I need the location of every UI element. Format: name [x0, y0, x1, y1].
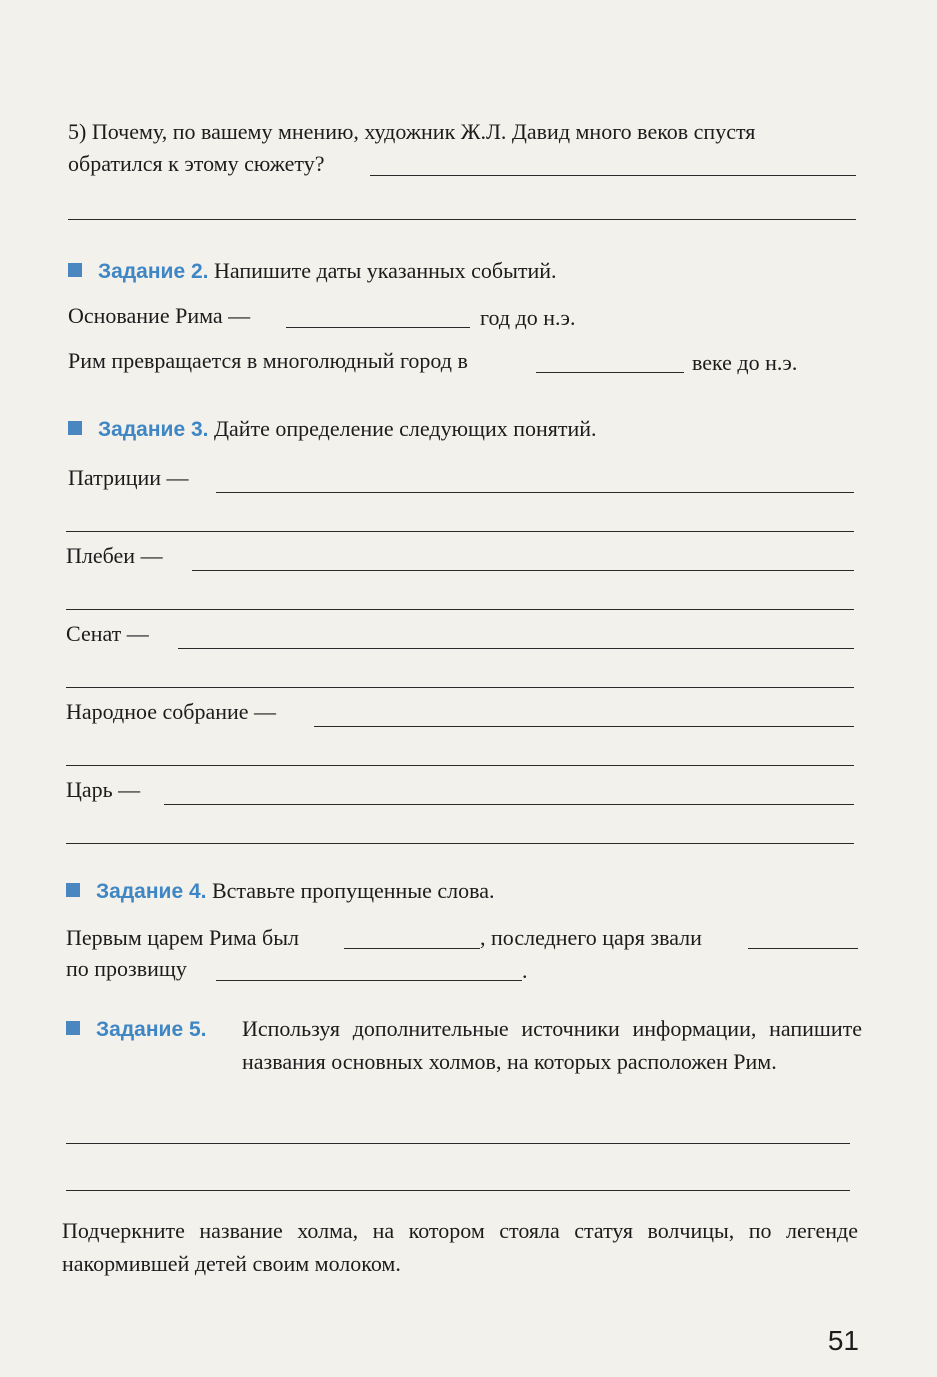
task3-heading — [68, 413, 597, 446]
q5-answer-line-1[interactable] — [370, 175, 856, 176]
task4-answer-nickname[interactable] — [216, 980, 522, 981]
task2-row2-end: веке до н.э. — [692, 350, 798, 375]
term-plebeians-line-1[interactable] — [192, 570, 854, 571]
task-square-icon — [66, 1021, 80, 1035]
term-senate-line-2[interactable] — [66, 687, 854, 688]
task4-label: Задание 4. — [96, 880, 207, 903]
task3-label: Задание 3. — [98, 418, 209, 441]
term-king: Царь — — [66, 777, 141, 802]
task5-followup: Подчеркните название холма, на котором стояла статуя волчицы, по легенде накормившей детей своим молоком. — [62, 1218, 858, 1276]
task2-heading — [68, 255, 557, 288]
term-assembly: Народное собрание — — [66, 699, 277, 724]
term-assembly-line-2[interactable] — [66, 765, 854, 766]
task3-instruction: Дайте определение следующих понятий. — [213, 416, 597, 441]
task-square-icon — [66, 883, 80, 897]
task4-instruction: Вставьте пропущенные слова. — [211, 878, 495, 903]
task2-row1-start: Основание Рима — — [68, 303, 251, 328]
task4-part3: по прозвищу — [66, 956, 187, 981]
term-king-line-2[interactable] — [66, 843, 854, 844]
task4-heading — [66, 875, 494, 908]
term-senate: Сенат — — [66, 621, 149, 646]
task2-answer-founding-year[interactable] — [286, 327, 470, 328]
task5-answer-line-2[interactable] — [66, 1190, 850, 1191]
task2-row2-start: Рим превращается в многолюдный город в — [68, 348, 468, 373]
task-square-icon — [68, 421, 82, 435]
task5-instruction: Используя дополнительные источники информации, напишите названия основных холмов, на которых расположен Рим. — [242, 1016, 862, 1074]
task2-answer-century[interactable] — [536, 372, 684, 373]
q5-answer-line-2[interactable] — [68, 219, 856, 220]
task2-row1-end: год до н.э. — [480, 305, 576, 330]
task-square-icon — [68, 263, 82, 277]
task4-part2: , последнего царя звали — [480, 925, 702, 950]
task2-label: Задание 2. — [98, 260, 209, 283]
task5-answer-line-1[interactable] — [66, 1143, 850, 1144]
task4-part1: Первым царем Рима был — [66, 925, 299, 950]
term-patricians: Патриции — — [68, 465, 189, 490]
task2-instruction: Напишите даты указанных событий. — [213, 258, 557, 283]
task4-answer-last-king[interactable] — [748, 948, 858, 949]
task4-answer-first-king[interactable] — [344, 948, 480, 949]
term-plebeians-line-2[interactable] — [66, 609, 854, 610]
task5-label: Задание 5. — [96, 1018, 207, 1041]
task5-heading — [66, 1012, 206, 1046]
term-patricians-line-1[interactable] — [216, 492, 854, 493]
page-number: 51 — [827, 1325, 859, 1356]
term-senate-line-1[interactable] — [178, 648, 854, 649]
term-plebeians: Плебеи — — [66, 543, 163, 568]
term-king-line-1[interactable] — [164, 804, 854, 805]
task4-part4: . — [522, 958, 528, 983]
q5-line-1: 5) Почему, по вашему мнению, художник Ж.Л. Давид много веков спустя — [68, 119, 756, 144]
term-patricians-line-2[interactable] — [66, 531, 854, 532]
q5-line-2: обратился к этому сюжету? — [68, 151, 325, 176]
term-assembly-line-1[interactable] — [314, 726, 854, 727]
